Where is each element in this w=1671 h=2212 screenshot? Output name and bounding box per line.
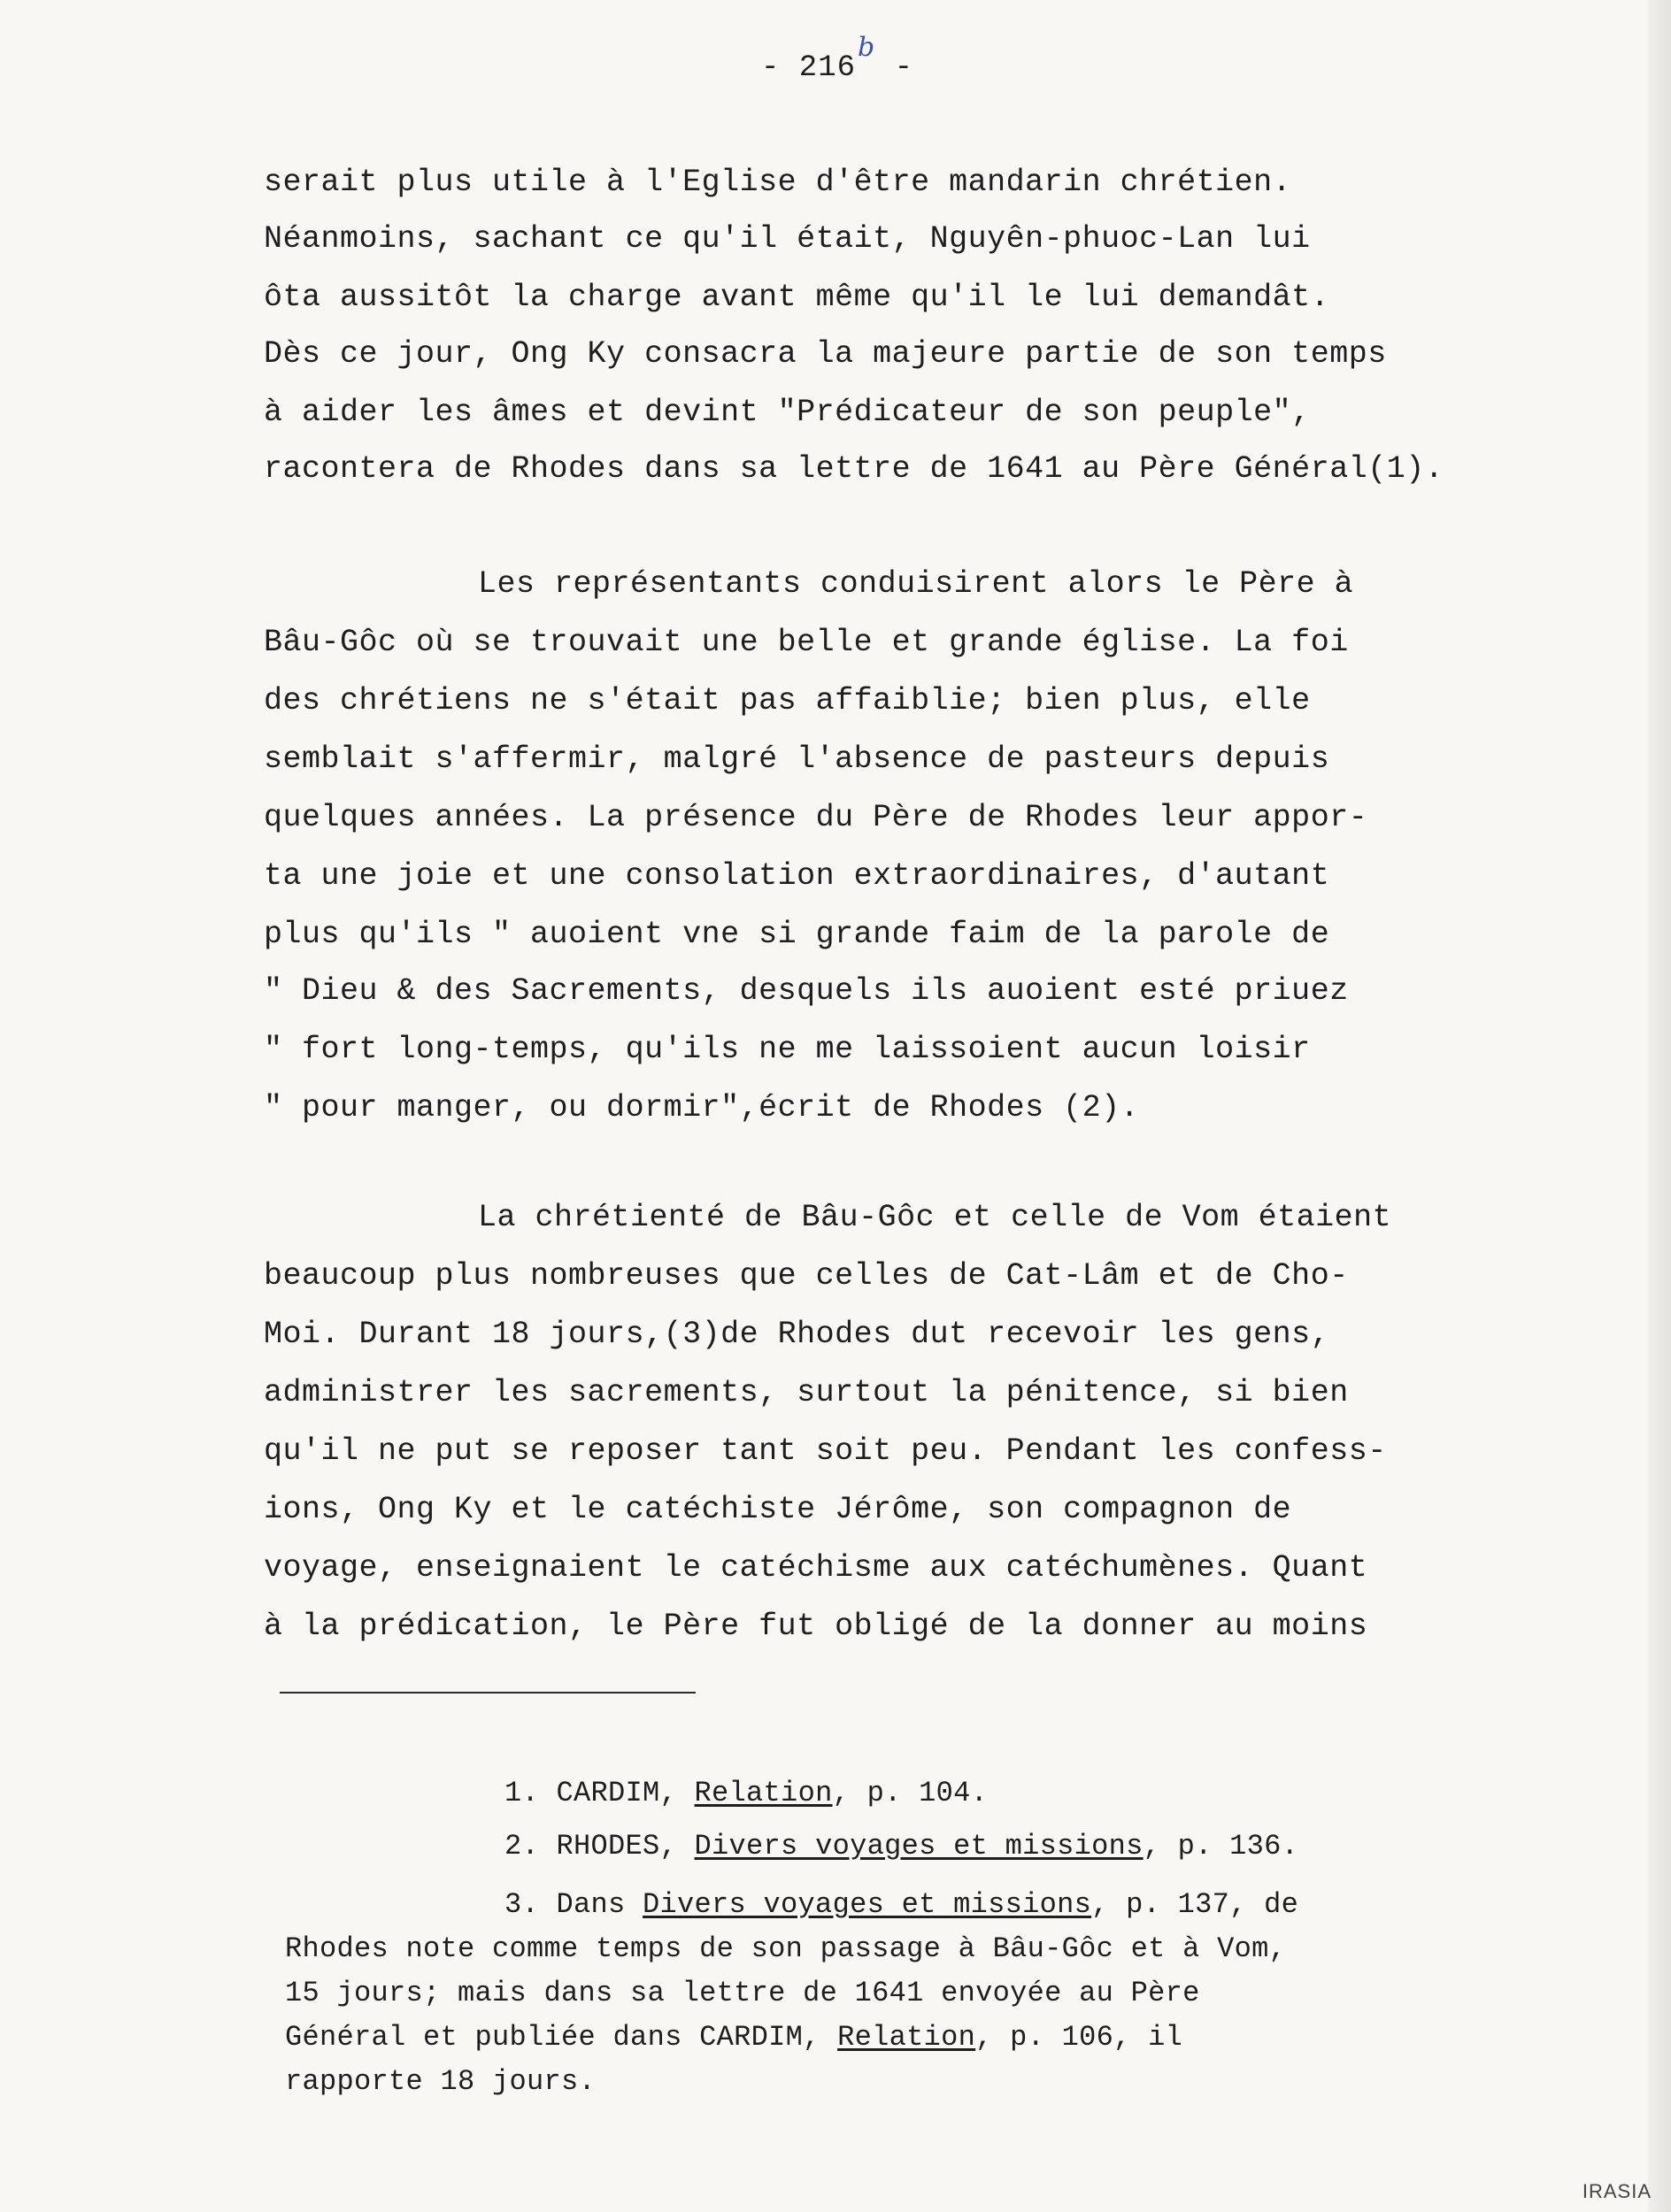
body-line: à aider les âmes et devint "Prédicateur de son peuple", [264, 395, 1311, 430]
body-line: " fort long-temps, qu'ils ne me laissoient aucun loisir [264, 1032, 1311, 1067]
body-line: ta une joie et une consolation extraordinaires, d'autant [264, 858, 1330, 894]
body-line: Néanmoins, sachant ce qu'il était, Nguyên-phuoc-Lan lui [264, 221, 1311, 257]
handwritten-page-note: b [858, 32, 876, 63]
page-edge-shadow [1648, 0, 1671, 2212]
body-line: à la prédication, le Père fut obligé de la donner au moins [264, 1609, 1368, 1644]
footnote-3-line-5: rapporte 18 jours. [285, 2065, 597, 2098]
footnote-1 [504, 1777, 988, 1809]
footnote-1-post: , p. 104. [832, 1777, 989, 1809]
footnote-3 [504, 1888, 1298, 1921]
footnote-3-pre: 3. Dans [504, 1888, 643, 1921]
body-line: plus qu'ils " auoient vne si grande faim de la parole de [264, 917, 1330, 952]
body-line: " Dieu & des Sacrements, desquels ils auoient esté priuez [264, 973, 1349, 1009]
body-line: semblait s'affermir, malgré l'absence de pasteurs depuis [264, 741, 1330, 777]
page-number-suffix: - [894, 51, 914, 85]
footnote-3-line-4-title: Relation [837, 2021, 976, 2054]
archive-credit: IRASIA [1582, 2180, 1652, 2202]
body-line: ions, Ong Ky et le catéchiste Jérôme, son compagnon de [264, 1492, 1292, 1527]
footnote-2 [504, 1830, 1298, 1863]
body-line: Dès ce jour, Ong Ky consacra la majeure partie de son temps [264, 336, 1387, 372]
body-line: La chrétienté de Bâu-Gôc et celle de Vom étaient [478, 1200, 1392, 1235]
body-line: administrer les sacrements, surtout la pénitence, si bien [264, 1375, 1349, 1410]
footnote-separator [280, 1692, 696, 1694]
body-line: ôta aussitôt la charge avant même qu'il le lui demandât. [264, 280, 1330, 315]
footnote-1-title: Relation [694, 1777, 833, 1809]
body-line: qu'il ne put se reposer tant soit peu. Pendant les confess- [264, 1433, 1387, 1469]
body-line: " pour manger, ou dormir",écrit de Rhodes (2). [264, 1090, 1140, 1125]
footnote-3-line-4-post: , p. 106, il [975, 2021, 1183, 2054]
page-number-text: - 216 [761, 51, 857, 85]
footnote-2-post: , p. 136. [1143, 1830, 1299, 1863]
body-line: quelques années. La présence du Père de Rhodes leur appor- [264, 800, 1368, 835]
footnote-3-line-2: Rhodes note comme temps de son passage à Bâu-Gôc et à Vom, [285, 1932, 1287, 1965]
footnote-2-title: Divers voyages et missions [694, 1830, 1144, 1863]
body-line: beaucoup plus nombreuses que celles de Cat-Lâm et de Cho- [264, 1258, 1349, 1294]
footnote-2-pre: 2. RHODES, [504, 1830, 695, 1863]
body-line: Les représentants conduisirent alors le Père à [478, 566, 1354, 602]
body-line: Moi. Durant 18 jours,(3)de Rhodes dut recevoir les gens, [264, 1317, 1330, 1352]
body-line: voyage, enseignaient le catéchisme aux catéchumènes. Quant [264, 1550, 1368, 1586]
body-line: racontera de Rhodes dans sa lettre de 1641 au Père Général(1). [264, 451, 1444, 487]
body-line: des chrétiens ne s'était pas affaiblie; bien plus, elle [264, 683, 1311, 718]
footnote-3-title: Divers voyages et missions [643, 1888, 1092, 1921]
body-line: Bâu-Gôc où se trouvait une belle et grande église. La foi [264, 625, 1349, 660]
footnote-3-line-3: 15 jours; mais dans sa lettre de 1641 envoyée au Père [285, 1977, 1200, 2009]
page-number [761, 32, 914, 85]
footnote-1-pre: 1. CARDIM, [504, 1777, 695, 1809]
body-line: serait plus utile à l'Eglise d'être mandarin chrétien. [264, 165, 1292, 200]
footnote-3-line-4 [285, 2021, 1182, 2054]
footnote-3-line-4-pre: Général et publiée dans CARDIM, [285, 2021, 838, 2054]
footnote-3-post: , p. 137, de [1091, 1888, 1299, 1921]
